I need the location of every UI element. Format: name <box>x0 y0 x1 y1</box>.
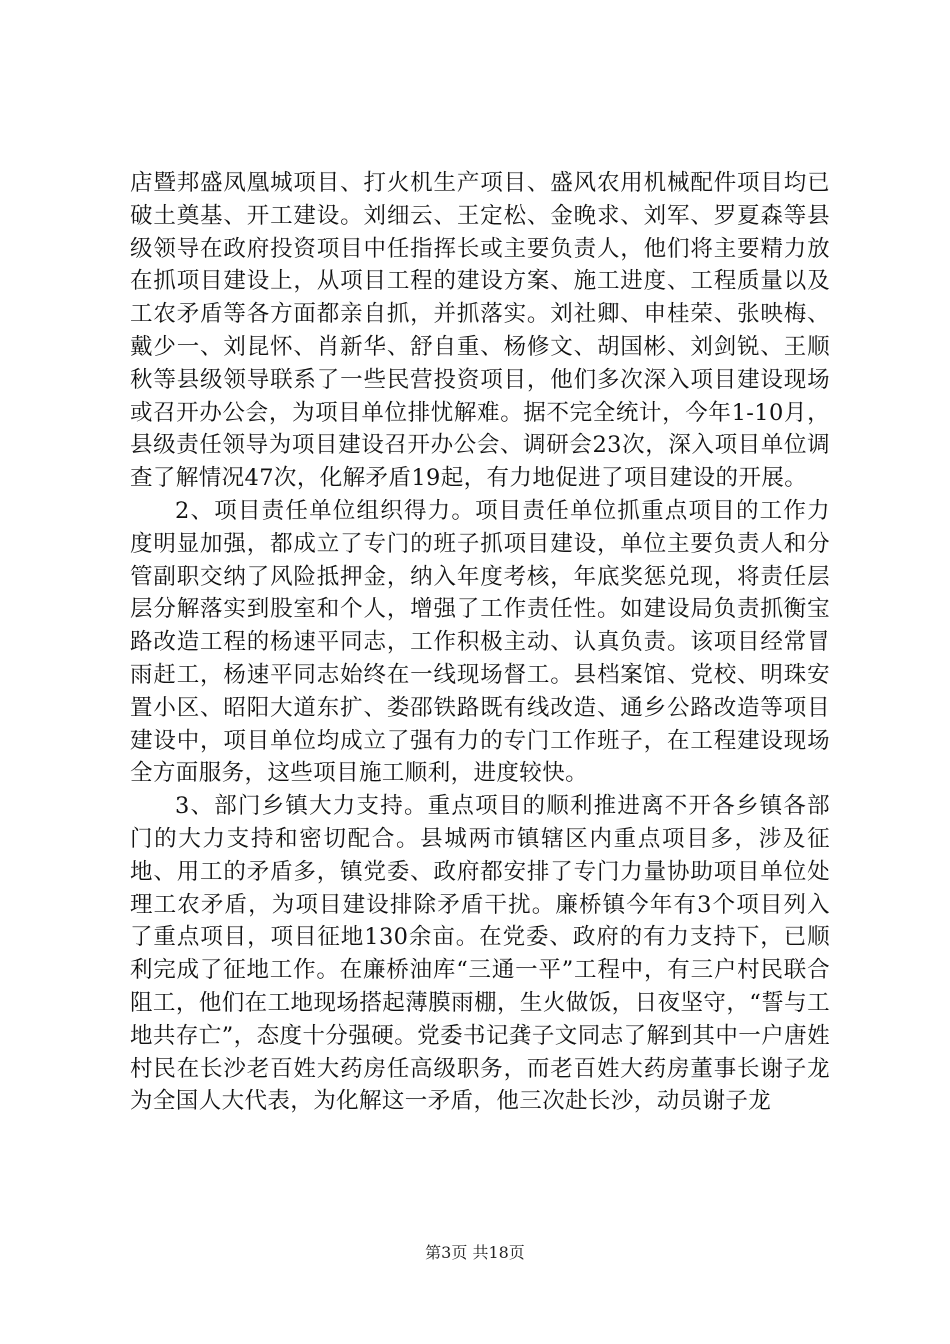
paragraph-2: 2、项目责任单位组织得力。项目责任单位抓重点项目的工作力度明显加强，都成立了专门的班子抓项目建设，单位主要负责人和分管副职交纳了风险抵押金，纳入年度考核，年底奖惩兑现，将责任层层分解落实到股室和个人，增强了工作责任性。如建设局负责抓衡宝路改造工程的杨速平同志，工作积极主动、认真负责。该项目经常冒雨赶工，杨速平同志始终在一线现场督工。县档案馆、党校、明珠安置小区、昭阳大道东扩、娄邵铁路既有线改造、通乡公路改造等项目建设中，项目单位均成立了强有力的专门工作班子，在工程建设现场全方面服务，这些项目施工顺利，进度较快。 <box>130 497 830 787</box>
paragraph-3: 3、部门乡镇大力支持。重点项目的顺利推进离不开各乡镇各部门的大力支持和密切配合。县城两市镇辖区内重点项目多，涉及征地、用工的矛盾多，镇党委、政府都安排了专门力量协助项目单位处理工农矛盾，为项目建设排除矛盾干扰。廉桥镇今年有3个项目列入了重点项目，项目征地130余亩。在党委、政府的有力支持下，已顺利完成了征地工作。在廉桥油库“三通一平”工程中，有三户村民联合阻工，他们在工地现场搭起薄膜雨棚，生火做饭，日夜坚守，“誓与工地共存亡”，态度十分强硬。党委书记龚子文同志了解到其中一户唐姓村民在长沙老百姓大药房任高级职务，而老百姓大药房董事长谢子龙为全国人大代表，为化解这一矛盾，他三次赴长沙，动员谢子龙 <box>130 793 830 1115</box>
paragraph-1: 店暨邦盛凤凰城项目、打火机生产项目、盛风农用机械配件项目均已破土奠基、开工建设。刘细云、王定松、金晚求、刘军、罗夏森等县级领导在政府投资项目中任指挥长或主要负责人，他们将主要精力放在抓项目建设上，从项目工程的建设方案、施工进度、工程质量以及工农矛盾等各方面都亲自抓，并抓落实。刘社卿、申桂荣、张映梅、戴少一、刘昆怀、肖新华、舒自重、杨修文、胡国彬、刘剑锐、王顺秋等县级领导联系了一些民营投资项目，他们多次深入项目建设现场或召开办公会，为项目单位排忧解难。据不完全统计，今年1-10月，县级责任领导为项目建设召开办公会、调研会23次，深入项目单位调查了解情况47次，化解矛盾19起，有力地促进了项目建设的开展。 <box>130 170 830 492</box>
document-body <box>130 167 830 1118</box>
page-number-footer: 第3页 共18页 <box>425 1243 525 1262</box>
